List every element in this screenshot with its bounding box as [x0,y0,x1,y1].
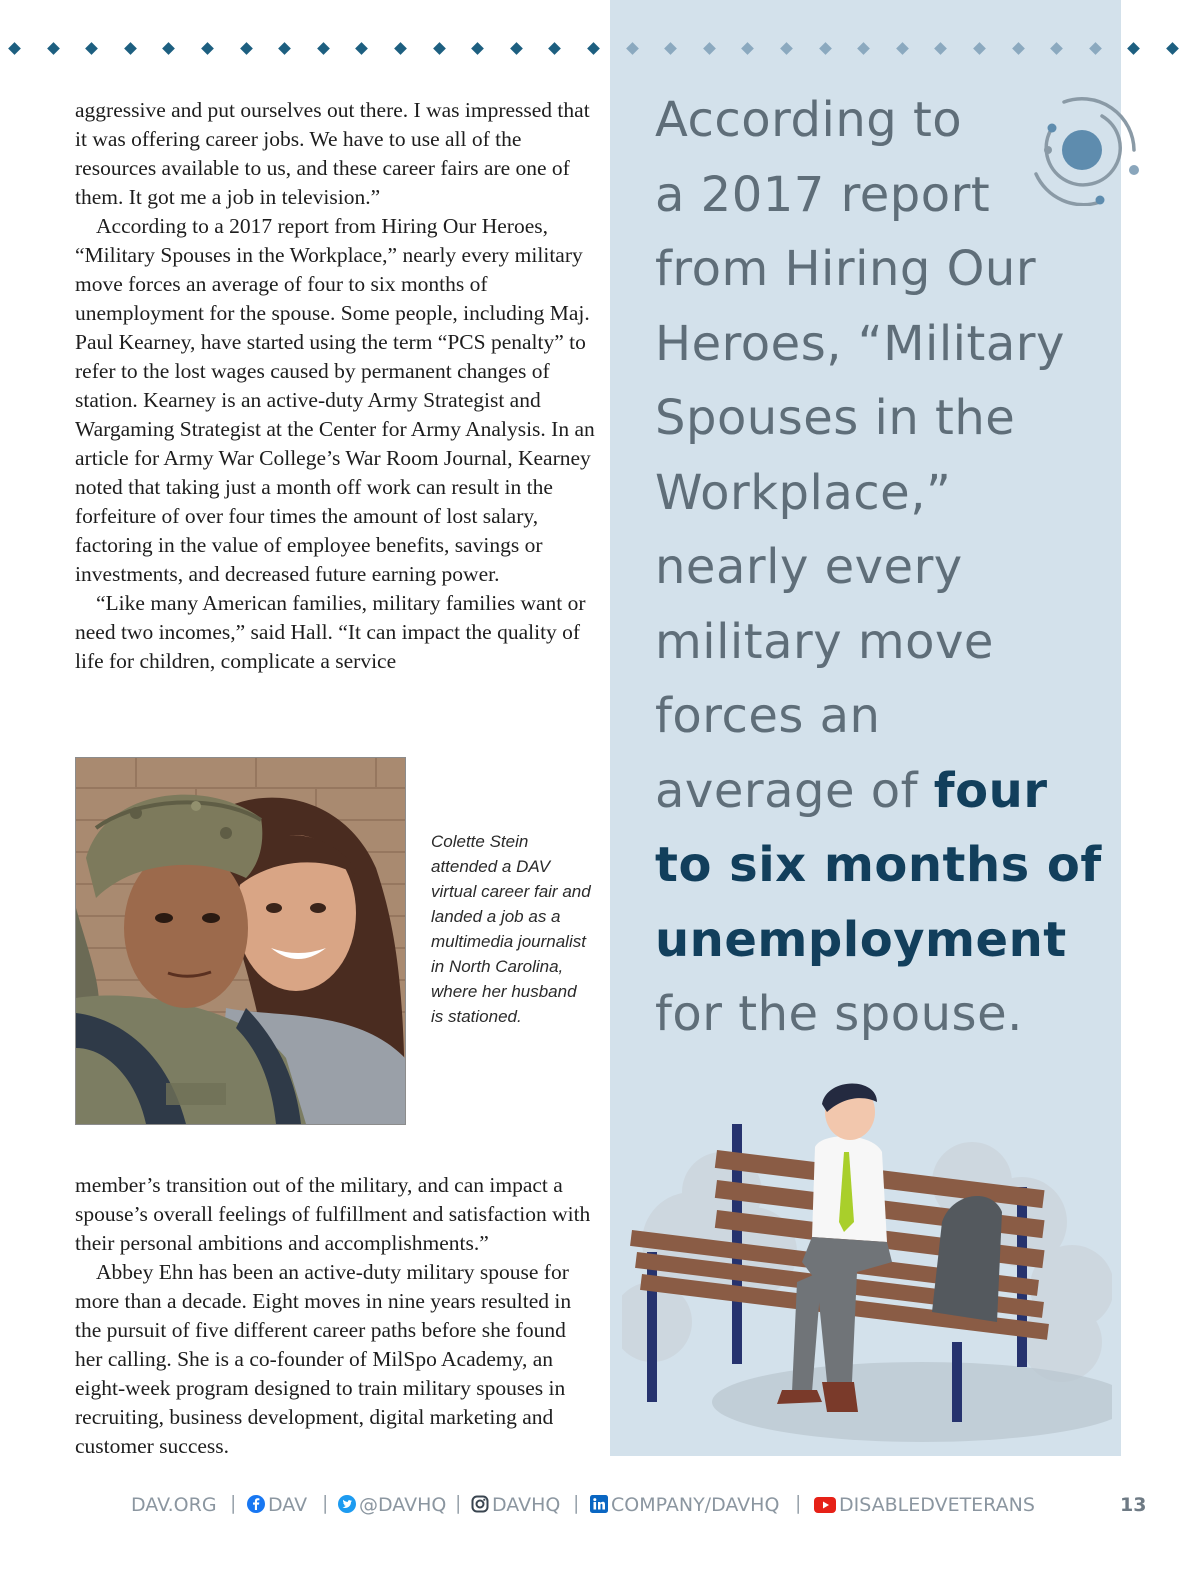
footer-facebook-label: DAV [268,1494,308,1516]
quote-emphasis: four [933,762,1048,819]
diamond-dot [626,42,639,55]
youtube-icon [814,1497,836,1513]
quote-line: According to [655,92,963,148]
footer-linkedin-link[interactable] [590,1494,779,1516]
footer-youtube-link[interactable] [814,1494,1035,1516]
diamond-dot [201,42,214,55]
footer-divider: | [455,1492,462,1514]
quote-line: for the spouse. [655,986,1023,1042]
diamond-dot [896,42,909,55]
footer-instagram-link[interactable] [471,1494,560,1516]
quote-line: nearly every [655,539,963,595]
diamond-dot [1050,42,1063,55]
diamond-dot [317,42,330,55]
diamond-dot [1089,42,1102,55]
diamond-dot [664,42,677,55]
diamond-dot [47,42,60,55]
diamond-dot [162,42,175,55]
diamond-dot [433,42,446,55]
quote-text: average of [655,762,934,819]
paragraph: member’s transition out of the military, and can impact a spouse’s overall feelings of fulfillment and satisfaction with their personal ambitions and accomplishments.” [75,1173,591,1255]
diamond-dot [973,42,986,55]
article-body-bottom [75,1171,595,1461]
diamond-dot [510,42,523,55]
diamond-dot [471,42,484,55]
diamond-dot [278,42,291,55]
quote-emphasis: unemployment [655,911,1067,968]
footer-twitter-label: @DAVHQ [359,1494,447,1516]
footer-site-link[interactable]: DAV.ORG [131,1494,217,1516]
diamond-dot [548,42,561,55]
diamond-dot [1127,42,1140,55]
man-on-bench-illustration [622,1072,1112,1452]
quote-line: from Hiring Our [655,241,1037,297]
footer-divider: | [230,1492,237,1514]
facebook-icon [247,1495,265,1513]
quote-line: forces an [655,688,881,744]
photo-caption: Colette Stein attended a DAV virtual career fair and landed a job as a multimedia journalist in North Carolina, where her husband is stationed. [431,832,591,1026]
footer-youtube-label: DISABLEDVETERANS [839,1494,1035,1516]
photo-couple-selfie [75,757,406,1125]
diamond-dot [1012,42,1025,55]
paragraph: “Like many American families, military families want or need two incomes,” said Hall. “It can impact the quality of life for children, complicate a service [75,591,586,673]
diamond-dot [587,42,600,55]
paragraph: According to a 2017 report from Hiring Our Heroes, “Military Spouses in the Workplace,” nearly every military move forces an average of four to six months of unemployment for the spouse. Some people, including Maj. Paul Kearney, have started using the term “PCS penalty” to refer to the lost wages caused by permanent changes of station. Kearney is an active-duty Army Strategist and Wargaming Strategist at the Center for Army Analysis. In an article for Army War College’s War Room Journal, Kearney noted that taking just a month off work can result in the forfeiture of over four times the amount of lost salary, factoring in the value of employee benefits, savings or investments, and decreased future earning power. [75,214,595,586]
footer-instagram-label: DAVHQ [492,1494,561,1516]
diamond-dot [934,42,947,55]
twitter-icon [338,1495,356,1513]
quote-line: Workplace,” [655,464,952,521]
quote-line [655,754,1105,829]
diamond-dot [394,42,407,55]
quote-line: Heroes, “Military [655,315,1065,372]
diamond-dot [819,42,832,55]
diamond-dot [240,42,253,55]
footer-divider: | [322,1492,329,1514]
instagram-icon [471,1495,489,1513]
quote-line: military move [655,613,994,670]
footer-linkedin-label: COMPANY/DAVHQ [611,1494,780,1516]
paragraph: aggressive and put ourselves out there. I was impressed that it was offering career jobs. We have to use all of the resources available to us, and these career fairs are one of them. It got me a job in television.” [75,98,590,209]
page-footer [0,1488,1200,1522]
article-body-top [75,96,595,676]
diamond-dot [8,42,21,55]
decorative-dot-border [0,44,1200,58]
diamond-dot [780,42,793,55]
pull-quote [655,83,1105,1052]
quote-emphasis: to six months of [655,837,1102,893]
paragraph: Abbey Ehn has been an active-duty military spouse for more than a decade. Eight moves in nine years resulted in the pursuit of five different career paths before she found her calling. She is a co-founder of MilSpo Academy, an eight-week program designed to train military spouses in recruiting, business development, digital marketing and customer success. [75,1260,572,1458]
quote-line: Spouses in the [655,390,1016,446]
quote-line: a 2017 report [655,166,991,223]
diamond-dot [124,42,137,55]
diamond-dot [703,42,716,55]
footer-divider: | [573,1492,580,1514]
footer-divider: | [795,1492,802,1514]
page-number: 13 [1120,1494,1147,1516]
diamond-dot [1166,42,1179,55]
footer-twitter-link[interactable] [338,1494,446,1516]
diamond-dot [857,42,870,55]
diamond-dot [355,42,368,55]
orbit-icon [1020,92,1144,206]
diamond-dot [741,42,754,55]
diamond-dot [85,42,98,55]
linkedin-icon [590,1495,608,1513]
footer-facebook-link[interactable] [247,1494,307,1516]
